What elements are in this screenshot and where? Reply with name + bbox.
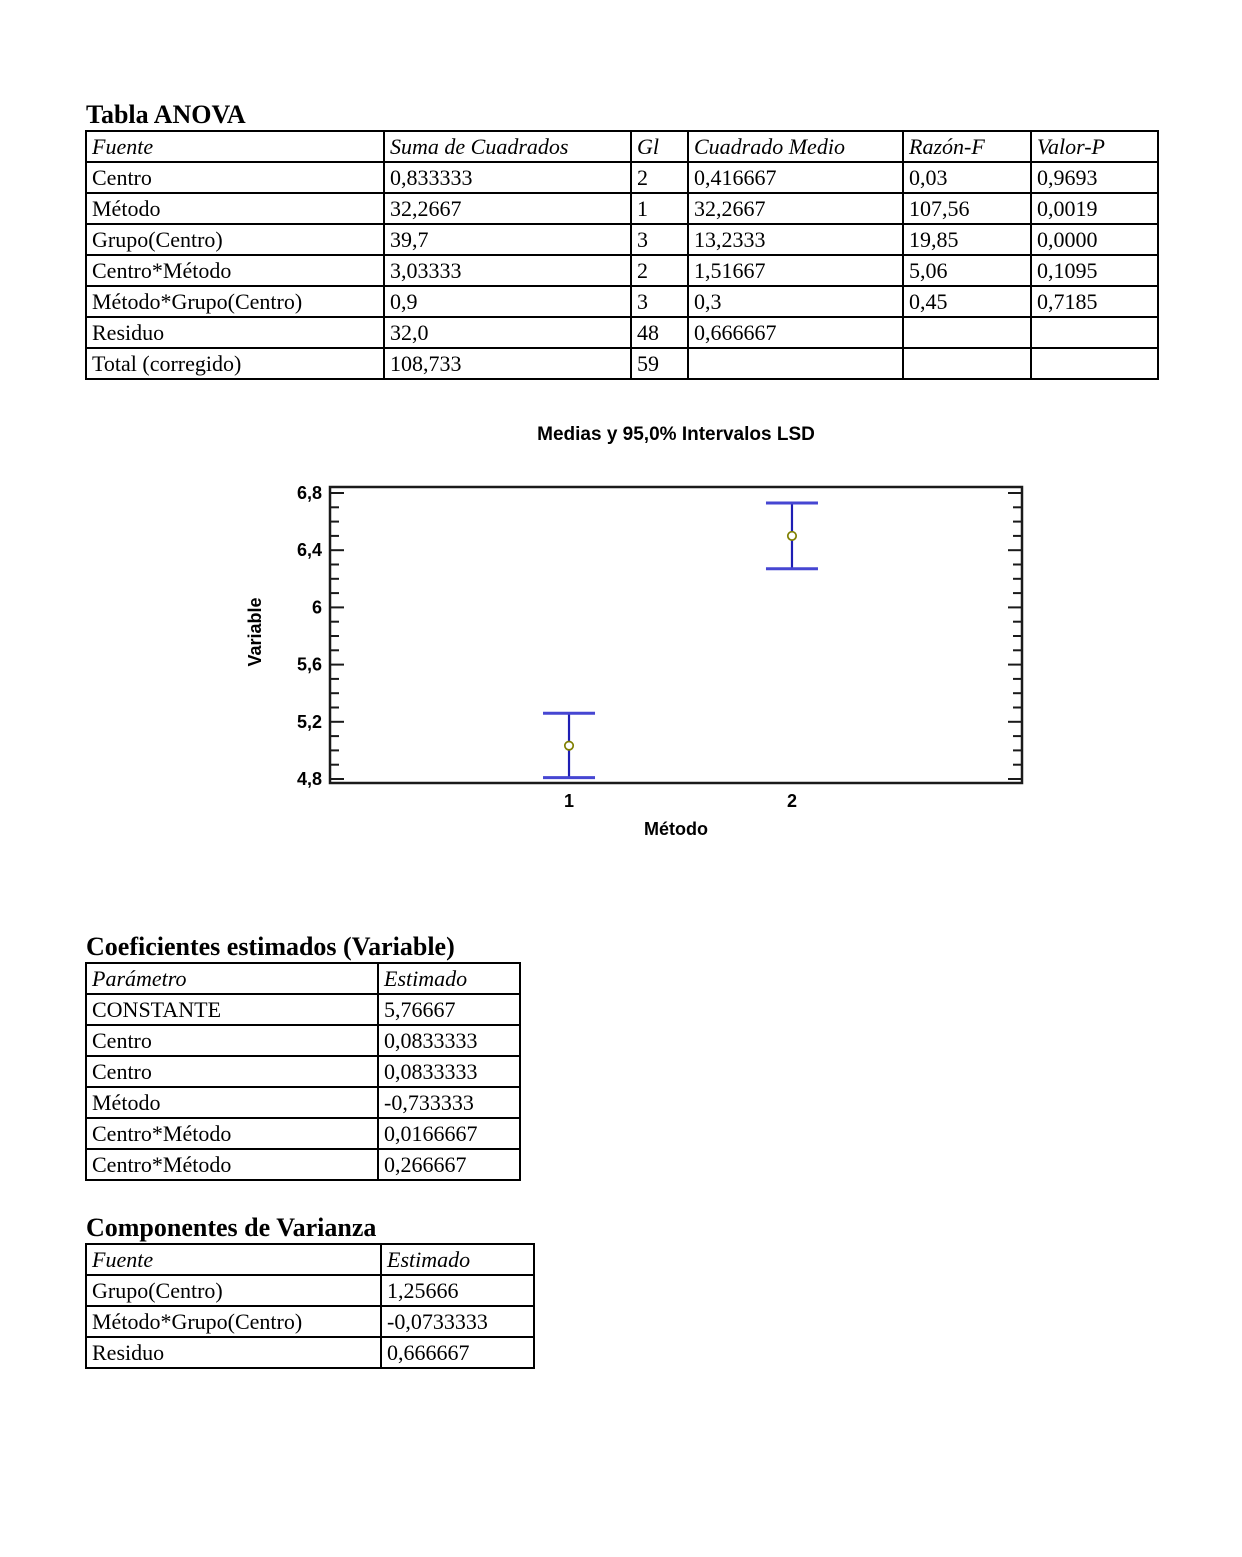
table-row: [86, 994, 520, 1025]
cell: Residuo: [86, 1337, 381, 1368]
column-header: Fuente: [86, 1244, 381, 1275]
cell: 1,51667: [688, 255, 903, 286]
cell: 0,0833333: [378, 1025, 520, 1056]
cell: 0,9693: [1031, 162, 1158, 193]
cell: 3,03333: [384, 255, 631, 286]
y-tick-label: 6,8: [296, 483, 322, 503]
table-row: [86, 1118, 520, 1149]
y-tick-label: 5,6: [296, 654, 322, 675]
column-header: Razón-F: [903, 131, 1031, 162]
y-tick-label: 6: [311, 597, 322, 618]
table-row: [86, 1087, 520, 1118]
cell: [903, 348, 1031, 379]
column-header: Valor-P: [1031, 131, 1158, 162]
table-row: [86, 255, 1158, 286]
cell: 32,2667: [384, 193, 631, 224]
cell: 32,0: [384, 317, 631, 348]
cell: 0,416667: [688, 162, 903, 193]
cell: Grupo(Centro): [86, 224, 384, 255]
lsd-means-chart: [240, 413, 1070, 863]
cell: Método: [86, 1087, 378, 1118]
cell: 0,7185: [1031, 286, 1158, 317]
table-row: [86, 1056, 520, 1087]
anova-table-title: Tabla ANOVA: [86, 100, 246, 129]
table-row: [86, 224, 1158, 255]
table-row: [86, 286, 1158, 317]
cell: -0,733333: [378, 1087, 520, 1118]
cell: 48: [631, 317, 688, 348]
cell: Centro*Método: [86, 255, 384, 286]
column-header: Suma de Cuadrados: [384, 131, 631, 162]
cell: Centro: [86, 1025, 378, 1056]
table-header-row: [86, 1244, 534, 1275]
variance-components-table: [85, 1243, 535, 1369]
cell: 1,25666: [381, 1275, 534, 1306]
y-tick-label: 6,4: [296, 540, 322, 561]
cell: Método*Grupo(Centro): [86, 286, 384, 317]
y-tick-label: 4,8: [296, 769, 322, 789]
cell: 0,1095: [1031, 255, 1158, 286]
variance-components-title: Componentes de Varianza: [86, 1213, 377, 1242]
cell: Residuo: [86, 317, 384, 348]
cell: -0,0733333: [381, 1306, 534, 1337]
cell: [688, 348, 903, 379]
cell: 19,85: [903, 224, 1031, 255]
cell: 108,733: [384, 348, 631, 379]
table-row: [86, 1275, 534, 1306]
anova-table: [85, 130, 1159, 380]
cell: 0,666667: [381, 1337, 534, 1368]
cell: 3: [631, 224, 688, 255]
coefficients-table: [85, 962, 521, 1181]
cell: 0,0833333: [378, 1056, 520, 1087]
cell: 5,76667: [378, 994, 520, 1025]
column-header: Cuadrado Medio: [688, 131, 903, 162]
cell: Centro*Método: [86, 1149, 378, 1180]
table-row: [86, 317, 1158, 348]
plot-frame: [330, 487, 1022, 783]
cell: 32,2667: [688, 193, 903, 224]
cell: Total (corregido): [86, 348, 384, 379]
cell: 0,0019: [1031, 193, 1158, 224]
cell: 0,266667: [378, 1149, 520, 1180]
mean-marker: [565, 741, 573, 749]
chart-title: Medias y 95,0% Intervalos LSD: [537, 424, 815, 445]
coefficients-table-title: Coeficientes estimados (Variable): [86, 932, 455, 961]
cell: 0,45: [903, 286, 1031, 317]
table-row: [86, 348, 1158, 379]
cell: 0,666667: [688, 317, 903, 348]
cell: 13,2333: [688, 224, 903, 255]
cell: 3: [631, 286, 688, 317]
cell: CONSTANTE: [86, 994, 378, 1025]
cell: [1031, 348, 1158, 379]
cell: 0,03: [903, 162, 1031, 193]
x-tick-label: 1: [564, 791, 575, 811]
cell: 59: [631, 348, 688, 379]
column-header: Fuente: [86, 131, 384, 162]
cell: Método: [86, 193, 384, 224]
cell: 0,3: [688, 286, 903, 317]
table-row: [86, 1306, 534, 1337]
column-header: Parámetro: [86, 963, 378, 994]
cell: 0,833333: [384, 162, 631, 193]
table-row: [86, 1149, 520, 1180]
cell: 5,06: [903, 255, 1031, 286]
cell: [1031, 317, 1158, 348]
table-row: [86, 193, 1158, 224]
cell: 0,0166667: [378, 1118, 520, 1149]
cell: Centro: [86, 1056, 378, 1087]
cell: Grupo(Centro): [86, 1275, 381, 1306]
table-header-row: [86, 963, 520, 994]
cell: Centro*Método: [86, 1118, 378, 1149]
cell: 39,7: [384, 224, 631, 255]
x-axis-title: Método: [644, 819, 708, 839]
cell: 2: [631, 255, 688, 286]
cell: 2: [631, 162, 688, 193]
table-row: [86, 1025, 520, 1056]
column-header: Estimado: [381, 1244, 534, 1275]
column-header: Gl: [631, 131, 688, 162]
cell: 0,9: [384, 286, 631, 317]
y-tick-label: 5,2: [296, 711, 322, 732]
cell: [903, 317, 1031, 348]
table-row: [86, 162, 1158, 193]
y-axis-title: Variable: [245, 597, 265, 667]
cell: 107,56: [903, 193, 1031, 224]
x-tick-label: 2: [786, 791, 797, 811]
cell: Centro: [86, 162, 384, 193]
table-header-row: [86, 131, 1158, 162]
column-header: Estimado: [378, 963, 520, 994]
cell: Método*Grupo(Centro): [86, 1306, 381, 1337]
mean-marker: [788, 532, 796, 540]
table-row: [86, 1337, 534, 1368]
cell: 0,0000: [1031, 224, 1158, 255]
cell: 1: [631, 193, 688, 224]
